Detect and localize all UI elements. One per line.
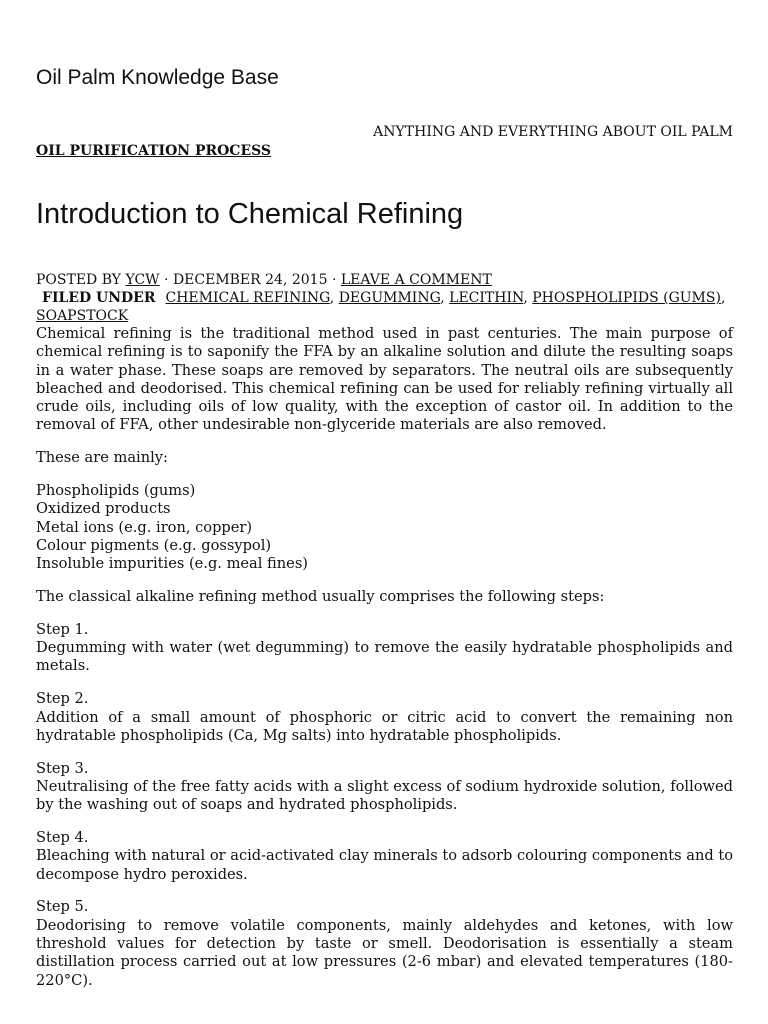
leave-comment-link[interactable]: LEAVE A COMMENT	[340, 272, 492, 288]
mainly-paragraph: These are mainly:	[36, 449, 168, 467]
tag-link[interactable]: SOAPSTOCK	[36, 308, 129, 324]
step-text: Bleaching with natural or acid-activated clay minerals to adsorb colouring components and to decompose hydro peroxides.	[36, 847, 733, 883]
step-label: Step 5.	[36, 898, 89, 916]
step-block	[36, 621, 733, 676]
intro-paragraph: Chemical refining is the traditional method used in past centuries. The main purpose of chemical refining is to saponify the FFA by an alkaline solution and dilute the resulting soaps in a water phase. These soaps are removed by separators. The neutral oils are subsequently bleached and deodorised. This chemical refining can be used for reliably refining virtually all crude oils, including oils of low quality, with the exception of castor oil. In addition to the removal of FFA, other undesirable non-glyceride materials are also removed.	[36, 325, 733, 434]
category-link[interactable]: OIL PURIFICATION PROCESS	[36, 143, 272, 159]
post-meta	[36, 271, 733, 325]
step-block	[36, 690, 733, 745]
tag-link[interactable]: LECITHIN	[449, 290, 524, 306]
list-item: Oxidized products	[36, 500, 171, 518]
step-text: Degumming with water (wet degumming) to remove the easily hydratable phospholipids and metals.	[36, 639, 733, 675]
author-link[interactable]: YCW	[125, 272, 160, 288]
tag-list: CHEMICAL REFINING, DEGUMMING, LECITHIN, PHOSPHOLIPIDS (GUMS), SOAPSTOCK	[36, 290, 726, 324]
list-item: Insoluble impurities (e.g. meal fines)	[36, 555, 309, 573]
post-title: Introduction to Chemical Refining	[36, 198, 464, 230]
step-label: Step 4.	[36, 829, 89, 847]
impurity-list	[36, 482, 733, 573]
posted-by-label: POSTED BY	[36, 272, 122, 288]
site-tagline: ANYTHING AND EVERYTHING ABOUT OIL PALM	[373, 124, 733, 140]
list-item: Phospholipids (gums)	[36, 482, 196, 500]
post-date: DECEMBER 24, 2015	[172, 272, 328, 288]
step-block	[36, 760, 733, 815]
step-label: Step 1.	[36, 620, 89, 638]
tag-link[interactable]: CHEMICAL REFINING	[165, 290, 330, 306]
post-content	[36, 325, 733, 1004]
step-label: Step 2.	[36, 690, 89, 708]
step-label: Step 3.	[36, 759, 89, 777]
meta-separator: ·	[164, 272, 169, 288]
tag-link[interactable]: DEGUMMING	[338, 290, 441, 306]
meta-separator: ·	[331, 272, 337, 288]
step-text: Neutralising of the free fatty acids with a slight excess of sodium hydroxide solution, followed by the washing out of soaps and hydrated phospholipids.	[36, 777, 733, 814]
step-block	[36, 898, 733, 989]
step-block	[36, 829, 733, 884]
steps-intro-paragraph: The classical alkaline refining method usually comprises the following steps:	[36, 588, 605, 606]
step-text: Addition of a small amount of phosphoric or citric acid to convert the remaining non hydratable phospholipids (Ca, Mg salts) into hydratable phospholipids.	[36, 708, 733, 744]
filed-under-label: FILED UNDER	[42, 290, 156, 306]
tag-link[interactable]: PHOSPHOLIPIDS (GUMS)	[532, 290, 721, 306]
site-title[interactable]: Oil Palm Knowledge Base	[36, 66, 279, 89]
list-item: Colour pigments (e.g. gossypol)	[36, 536, 272, 554]
list-item: Metal ions (e.g. iron, copper)	[36, 518, 253, 536]
step-text: Deodorising to remove volatile components, mainly aldehydes and ketones, with low threshold values for detection by taste or smell. Deodorisation is essentially a steam distillation process carried out at low pressures (2-6 mbar) and elevated temperatures (180-220°C).	[36, 916, 733, 989]
